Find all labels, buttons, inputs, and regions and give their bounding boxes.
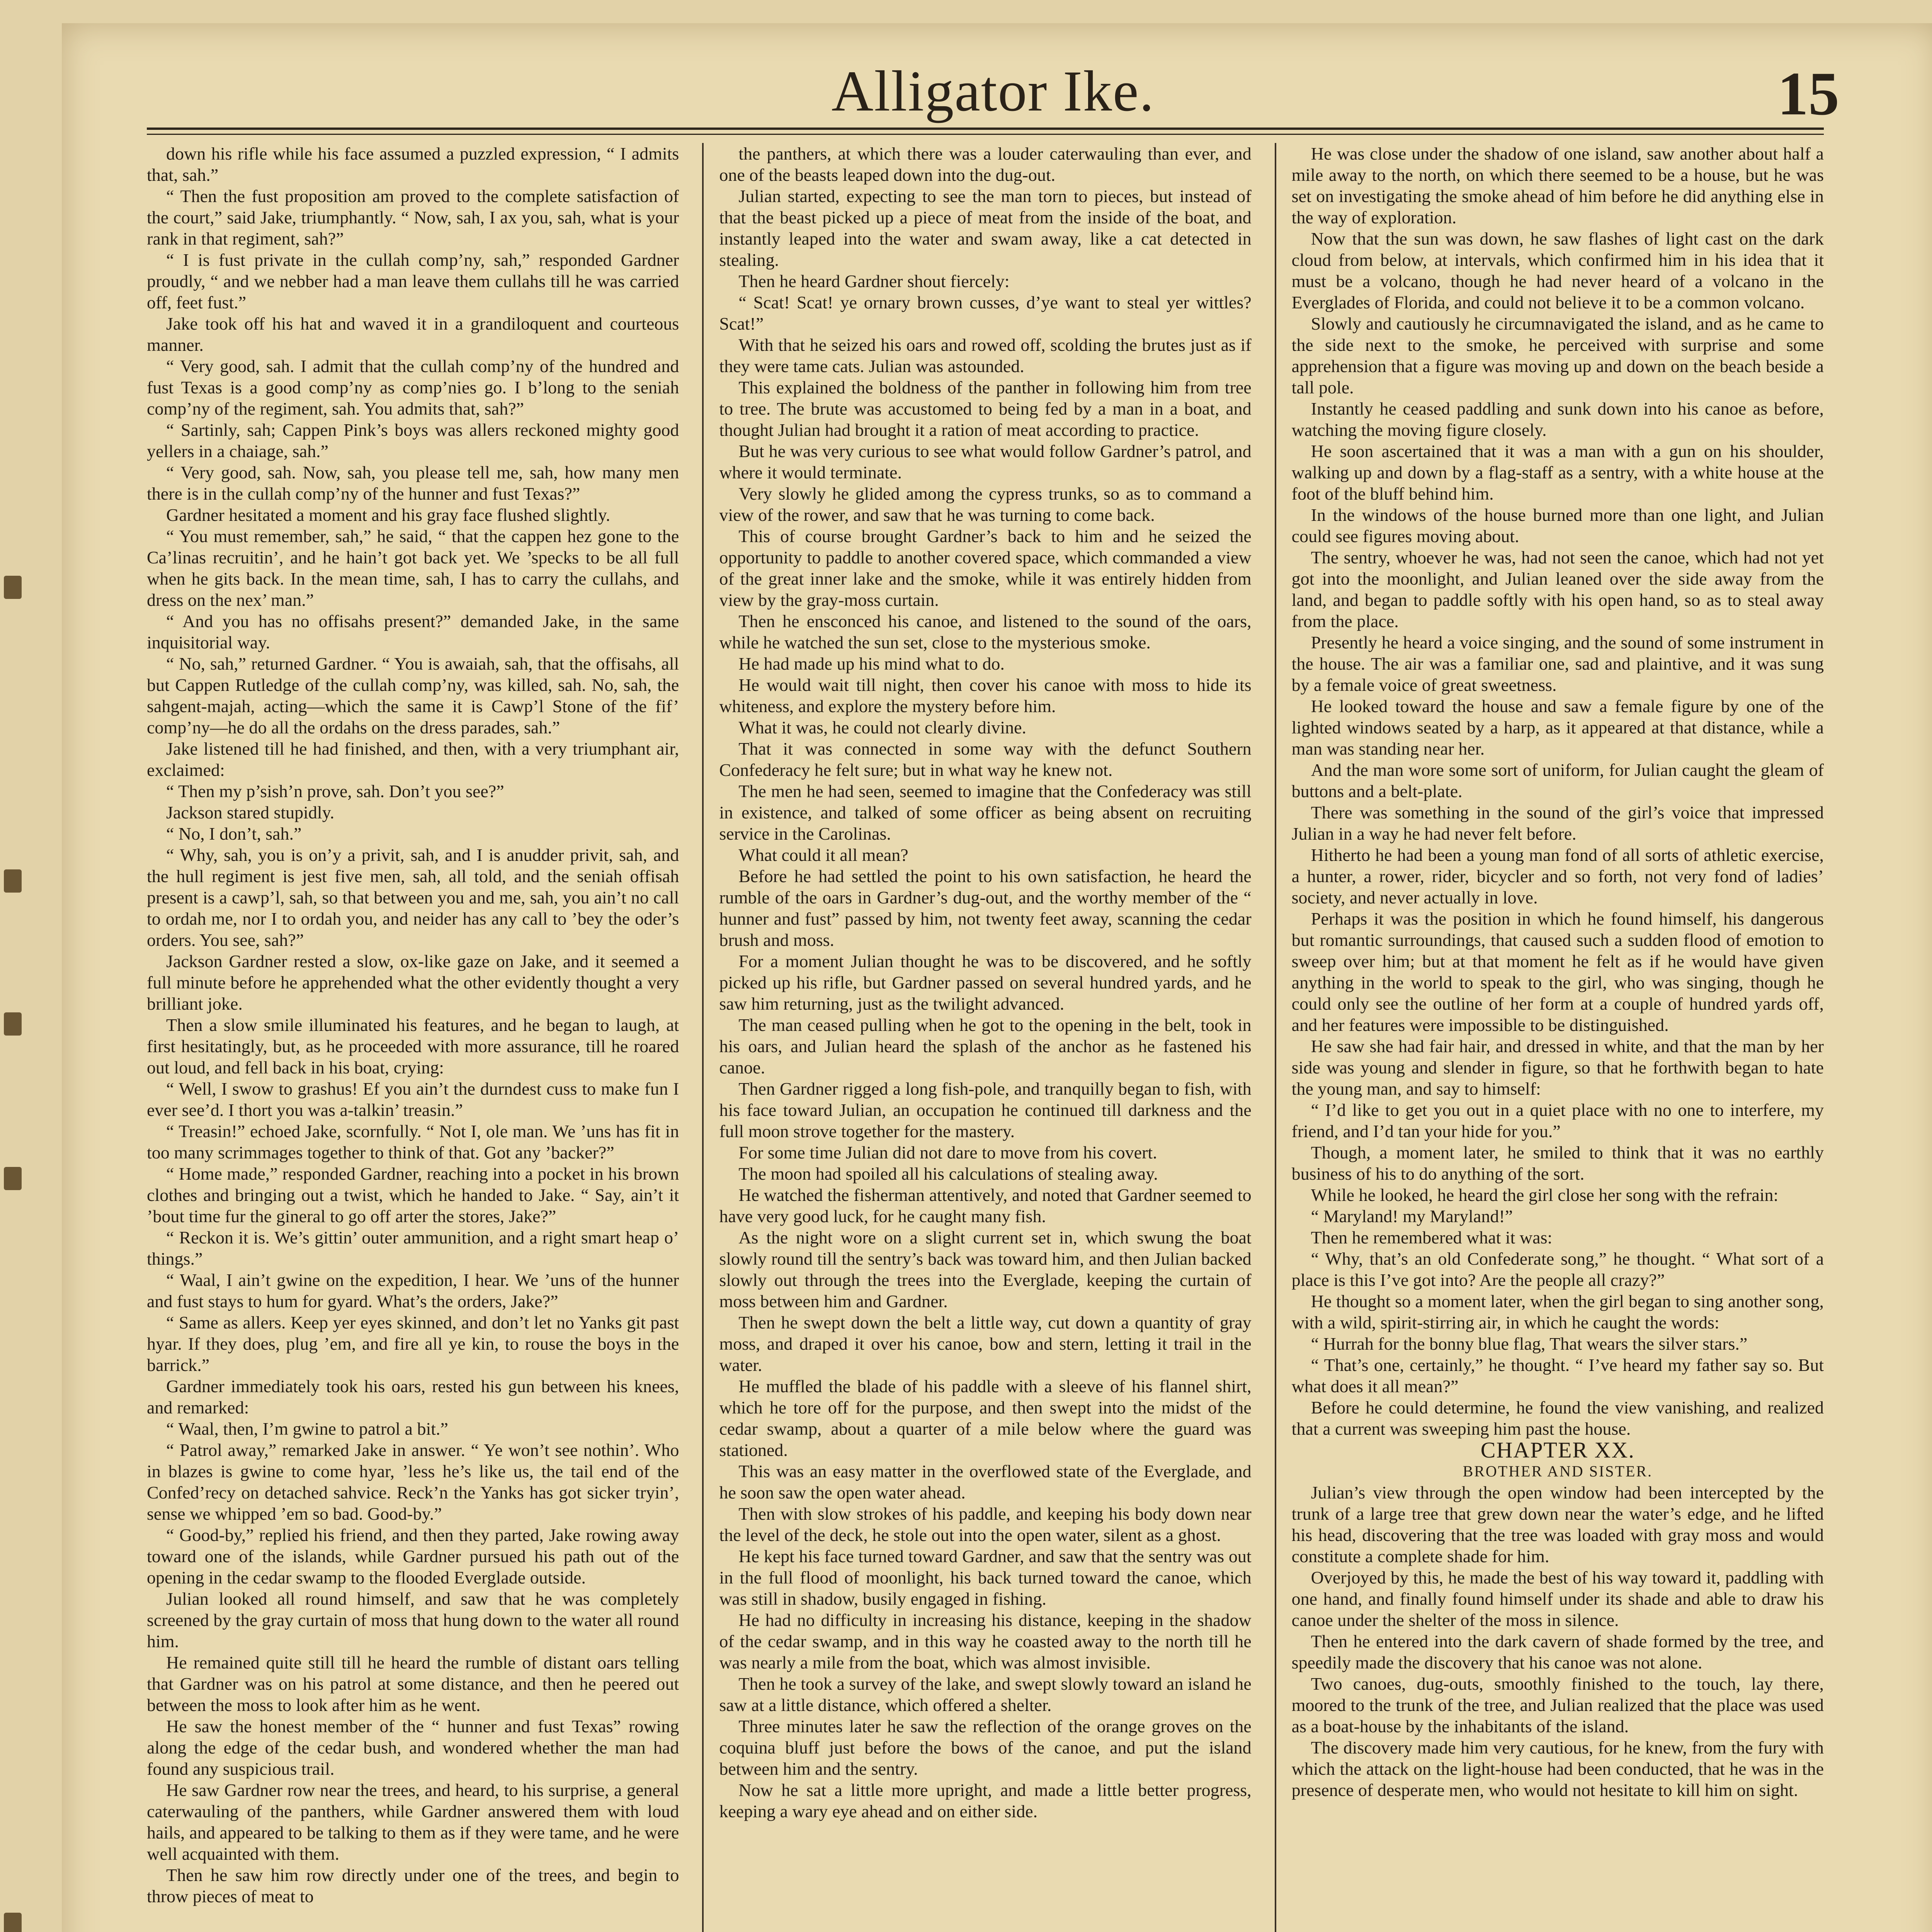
paragraph: This was an easy matter in the overflowed state of the Everglade, and he soon saw the open water ahead.: [719, 1461, 1252, 1502]
paragraph: He saw she had fair hair, and dressed in white, and that the man by her side was young and slender in figure, so that he forthwith began to hate the young man, and say to himself:: [1291, 1036, 1824, 1099]
paragraph: Very slowly he glided among the cypress trunks, so as to command a view of the rower, and saw that he was turning to come back.: [719, 484, 1252, 525]
paragraph: Then with slow strokes of his paddle, and keeping his body down near the level of the deck, he stole out into the open water, silent as a ghost.: [719, 1504, 1252, 1545]
paragraph: He was close under the shadow of one island, saw another about half a mile away to the north, on which there seemed to be a house, but he was set on investigating the smoke ahead of him before he did anything else in the way of exploration.: [1291, 144, 1824, 227]
paragraph: Presently he heard a voice singing, and the sound of some instrument in the house. The air was a familiar one, sad and plaintive, and it was sung by a female voice of great sweetness.: [1291, 633, 1824, 695]
paragraph: He kept his face turned toward Gardner, and saw that the sentry was out in the full flood of moonlight, his back turned toward the canoe, which was still in shadow, busily engaged in fishing.: [719, 1546, 1252, 1609]
paragraph: Then he entered into the dark cavern of shade formed by the tree, and speedily made the discovery that his canoe was not alone.: [1291, 1631, 1824, 1672]
paragraph: the panthers, at which there was a louder caterwauling than ever, and one of the beasts leaped down into the dug-out.: [719, 144, 1252, 185]
paragraph: The men he had seen, seemed to imagine that the Confederacy was still in existence, and talked of some officer as being absent on recruiting service in the Carolinas.: [719, 781, 1252, 844]
paragraph: And the man wore some sort of uniform, for Julian caught the gleam of buttons and a belt-plate.: [1291, 760, 1824, 801]
paragraph: What it was, he could not clearly divine.: [738, 718, 1027, 737]
chapter-body: [1292, 1482, 1824, 1801]
paragraph: Before he could determine, he found the view vanishing, and realized that a current was sweeping him past the house.: [1291, 1398, 1824, 1439]
paragraph: Then a slow smile illuminated his features, and he began to laugh, at first hesitatingly, but, as he proceeded with more assurance, till he roared out loud, and fell back in his boat, crying:: [147, 1015, 679, 1077]
paragraph: “ Scat! Scat! ye ornary brown cusses, d’ye want to steal yer wittles? Scat!”: [719, 293, 1252, 333]
paragraph: He had made up his mind what to do.: [738, 654, 1005, 673]
paragraph: Then he heard Gardner shout fiercely:: [738, 271, 1010, 291]
paragraph: Jackson Gardner rested a slow, ox-like gaze on Jake, and it seemed a full minute before he apprehended what the other evidently thought a very brilliant joke.: [147, 951, 679, 1014]
paragraph: “ No, sah,” returned Gardner. “ You is awaiah, sah, that the offisahs, all but Cappen Rutledge of the cullah comp’ny, was killed, sah. No, sah, the sahgent-majah, acting—which the same it is Cawp’l Stone of the fif’ comp’ny—he do all the ordahs on the dress parades, sah.”: [147, 654, 679, 737]
paragraph: Then he swept down the belt a little way, cut down a quantity of gray moss, and draped it over his canoe, bow and stern, letting it trail in the water.: [719, 1313, 1252, 1375]
paragraph: “ Home made,” responded Gardner, reaching into a pocket in his brown clothes and bringing out a twist, which he handed to Jake. “ Say, ain’t it ’bout time fur the gineral to go off arter the stores, Jake?”: [147, 1164, 679, 1226]
binding-hole: [4, 576, 22, 599]
paragraph: “ I’d like to get you out in a quiet place with no one to interfere, my friend, and I’d tan your hide for you.”: [1291, 1100, 1824, 1141]
paragraph: “ Same as allers. Keep yer eyes skinned, and don’t let no Yanks git past hyar. If they does, plug ’em, and fire all ye kin, to rouse the boys in the barrick.”: [147, 1313, 679, 1375]
paragraph: He saw the honest member of the “ hunner and fust Texas” rowing along the edge of the cedar bush, and wondered whether the man had found any suspicious trail.: [147, 1716, 679, 1779]
paragraph: Before he had settled the point to his own satisfaction, he heard the rumble of the oars in Gardner’s dug-out, and the worthy member of the “ hunner and fust” passed by him, not twenty feet away, scanning the cedar brush and moss.: [719, 866, 1252, 950]
paragraph: For some time Julian did not dare to move from his covert.: [738, 1143, 1157, 1162]
binding-hole: [4, 1913, 22, 1932]
paragraph: “ That’s one, certainly,” he thought. “ I’ve heard my father say so. But what does it all mean?”: [1291, 1355, 1824, 1396]
binding-hole: [4, 869, 22, 893]
paragraph: He remained quite still till he heard the rumble of distant oars telling that Gardner was on his patrol at some distance, and then he peered out between the moss to look after him as he went.: [147, 1653, 679, 1715]
paragraph: “ Waal, I ain’t gwine on the expedition, I hear. We ’uns of the hunner and fust stays to hum for gyard. What’s the orders, Jake?”: [147, 1270, 679, 1311]
paragraph: “ Then my p’sish’n prove, sah. Don’t you see?”: [166, 781, 504, 801]
paragraph: What could it all mean?: [738, 845, 908, 865]
paragraph: “ And you has no offisahs present?” demanded Jake, in the same inquisitorial way.: [147, 611, 679, 652]
paragraph: “ Then the fust proposition am proved to the complete satisfaction of the court,” said Jake, triumphantly. “ Now, sah, I ax you, sah, what is your rank in that regiment, sah?”: [147, 186, 679, 248]
paragraph: That it was connected in some way with the defunct Southern Confederacy he felt sure; but in what way he knew not.: [719, 739, 1252, 780]
paragraph: “ Maryland! my Maryland!”: [1311, 1206, 1513, 1226]
running-title: Alligator Ike.: [831, 59, 1155, 123]
paragraph: Gardner immediately took his oars, rested his gun between his knees, and remarked:: [147, 1376, 679, 1417]
paragraph: Slowly and cautiously he circumnavigated the island, and as he came to the side next to the smoke, he perceived with surprise and some apprehension that a figure was moving up and down on the beach beside a tall pole.: [1291, 314, 1824, 397]
paragraph: Jake took off his hat and waved it in a grandiloquent and courteous manner.: [147, 314, 679, 355]
paragraph: The man ceased pulling when he got to the opening in the belt, took in his oars, and Julian heard the splash of the anchor as he fastened his canoe.: [719, 1015, 1252, 1077]
paragraph: He soon ascertained that it was a man with a gun on his shoulder, walking up and down by a flag-staff as a sentry, with a white house at the foot of the bluff behind him.: [1291, 441, 1824, 503]
binding-holes: [4, 0, 31, 1932]
paragraph: Julian looked all round himself, and saw that he was completely screened by the gray curtain of moss that hung down to the water all round him.: [147, 1589, 679, 1651]
paragraph: Then Gardner rigged a long fish-pole, and tranquilly began to fish, with his face toward Julian, an occupation he continued till darkness and the full moon strove together for the mastery.: [719, 1079, 1252, 1141]
paragraph: But he was very curious to see what would follow Gardner’s patrol, and where it would terminate.: [719, 441, 1252, 482]
paragraph: He had no difficulty in increasing his distance, keeping in the shadow of the cedar swamp, and in this way he coasted away to the north till he was nearly a mile from the boat, which was almost invisible.: [719, 1610, 1252, 1672]
paragraph: As the night wore on a slight current set in, which swung the boat slowly round till the sentry’s back was toward him, and then Julian backed slowly out through the trees into the Everglade, keeping the curtain of moss between him and Gardner.: [719, 1228, 1252, 1311]
paragraph: Then he saw him row directly under one of the trees, and begin to throw pieces of meat to: [147, 1865, 679, 1906]
paragraph: “ Treasin!” echoed Jake, scornfully. “ Not I, ole man. We ’uns has fit in too many scrimmages together to think of that. Got any ’backer?”: [147, 1121, 679, 1162]
paragraph: This of course brought Gardner’s back to him and he seized the opportunity to paddle to another covered space, which commanded a view of the great inner lake and the smoke, while it was entirely hidden from view by the gray-moss curtain.: [719, 526, 1252, 610]
paragraph: He would wait till night, then cover his canoe with moss to hide its whiteness, and explore the mystery before him.: [719, 675, 1252, 716]
paragraph: Jackson stared stupidly.: [166, 803, 335, 822]
paragraph: Hitherto he had been a young man fond of all sorts of athletic exercise, a hunter, a rower, rider, bicycler and so forth, not very fond of ladies’ society, and never actually in love.: [1291, 845, 1824, 907]
text-columns: [147, 143, 1824, 1932]
paragraph: The discovery made him very cautious, for he knew, from the fury with which the attack on the light-house had been conducted, that he was in the presence of desperate men, who would not hesitate to kill him on sight.: [1291, 1738, 1824, 1800]
paragraph: Now he sat a little more upright, and made a little better progress, keeping a wary eye ahead and on either side.: [719, 1780, 1252, 1821]
column-2: [702, 143, 1251, 1932]
paragraph: There was something in the sound of the girl’s voice that impressed Julian in a way he had never felt before.: [1291, 803, 1824, 844]
paragraph: Gardner hesitated a moment and his gray face flushed slightly.: [166, 505, 611, 525]
paragraph: Julian started, expecting to see the man torn to pieces, but instead of that the beast picked up a piece of meat from the inside of the boat, and instantly leaped into the water and swam away, like a cat detected in stealing.: [719, 186, 1252, 270]
paragraph: “ Good-by,” replied his friend, and then they parted, Jake rowing away toward one of the islands, while Gardner pursued his path out of the opening in the cedar swamp to the flooded Everglade outside.: [147, 1525, 679, 1587]
paragraph: He looked toward the house and saw a female figure by one of the lighted windows seated by a harp, as it appeared at that distance, while a man was standing near her.: [1291, 696, 1824, 759]
paragraph: In the windows of the house burned more than one light, and Julian could see figures moving about.: [1291, 505, 1824, 546]
paragraph: Instantly he ceased paddling and sunk down into his canoe as before, watching the moving figure closely.: [1291, 399, 1824, 440]
paragraph: “ Reckon it is. We’s gittin’ outer ammunition, and a right smart heap o’ things.”: [147, 1228, 679, 1269]
column-1: [147, 143, 679, 1932]
page-header: [131, 58, 1855, 128]
paragraph: He muffled the blade of his paddle with a sleeve of his flannel shirt, which he tore off for the purpose, and then swept into the midst of the cedar swamp, about a quarter of a mile below where the guard was stationed.: [719, 1376, 1252, 1460]
paragraph: “ Sartinly, sah; Cappen Pink’s boys was allers reckoned mighty good yellers in a chaiage, sah.”: [147, 420, 679, 461]
paragraph: Two canoes, dug-outs, smoothly finished to the touch, lay there, moored to the trunk of the tree, and Julian realized that the place was used as a boat-house by the inhabitants of the island.: [1291, 1674, 1824, 1736]
paragraph: “ Well, I swow to grashus! Ef you ain’t the durndest cuss to make fun I ever see’d. I thort you was a-talkin’ treasin.”: [147, 1079, 679, 1120]
paragraph: Three minutes later he saw the reflection of the orange groves on the coquina bluff just before the bows of the canoe, and put the island between him and the sentry.: [719, 1716, 1252, 1779]
paragraph: Jake listened till he had finished, and then, with a very triumphant air, exclaimed:: [147, 739, 679, 780]
paragraph: Overjoyed by this, he made the best of his way toward it, paddling with one hand, and finally found himself under its shade and able to draw his canoe under the shelter of the moss in silence.: [1291, 1568, 1824, 1630]
paragraph: “ You must remember, sah,” he said, “ that the cappen hez gone to the Ca’linas recruitin’, and he hain’t got back yet. We ’specks to be all full when he gits back. In the mean time, sah, I has to carry the cullahs, and dress on the nex’ man.”: [147, 526, 679, 610]
paragraph: Now that the sun was down, he saw flashes of light cast on the dark cloud from below, at intervals, which confirmed him in his idea that it must be a volcano, though he had never heard of a volcano in the Everglades of Florida, and could not believe it to be a common volcano.: [1291, 229, 1824, 312]
chapter-title: CHAPTER XX.: [1480, 1437, 1635, 1463]
paragraph: For a moment Julian thought he was to be discovered, and he softly picked up his rifle, but Gardner passed on several hundred yards, and he saw him returning, just as the twilight advanced.: [719, 951, 1252, 1014]
paragraph: With that he seized his oars and rowed off, scolding the brutes just as if they were tame cats. Julian was astounded.: [719, 335, 1252, 376]
paragraph: “ I is fust private in the cullah comp’ny, sah,” responded Gardner proudly, “ and we nebber had a man leave them cullahs till he was carried off, feet fust.”: [147, 250, 679, 312]
paragraph: This explained the boldness of the panther in following him from tree to tree. The brute was accustomed to being fed by a man in a boat, and thought Julian had brought it a ration of meat according to practice.: [719, 378, 1252, 440]
paragraph: “ Very good, sah. Now, sah, you please tell me, sah, how many men there is in the cullah comp’ny of the hunner and fust Texas?”: [147, 463, 679, 503]
paragraph: Then he took a survey of the lake, and swept slowly toward an island he saw at a little distance, which offered a shelter.: [719, 1674, 1252, 1715]
paragraph: “ Why, sah, you is on’y a privit, sah, and I is anudder privit, sah, and the hull regiment is jest five men, sah, all told, and the seniah offisah present is a cawp’l, sah, so that between you and me, sah, you ain’t no call to ordah me, nor I to ordah you, and neider has any call to ’bey the oder’s orders. You see, sah?”: [147, 845, 679, 950]
paragraph: down his rifle while his face assumed a puzzled expression, “ I admits that, sah.”: [147, 144, 679, 185]
column-3-body: [1292, 143, 1824, 1439]
paragraph: “ No, I don’t, sah.”: [166, 824, 302, 844]
paragraph: He watched the fisherman attentively, and noted that Gardner seemed to have very good luck, for he caught many fish.: [719, 1185, 1252, 1226]
paragraph: Perhaps it was the position in which he found himself, his dangerous but romantic surroundings, that caused such a sudden flood of emotion to sweep over him; but at that moment he felt as if he would have given anything in the world to speak to the girl, who was singing, though he could only see the outline of her form at a couple of hundred yards off, and her features were impossible to be distinguished.: [1291, 909, 1824, 1035]
binding-hole: [4, 1012, 22, 1036]
paragraph: “ Patrol away,” remarked Jake in answer. “ Ye won’t see nothin’. Who in blazes is gwine to come hyar, ’less he’s like us, the tail end of the Confed’recy on detached sahvice. Reck’n the Yanks has got sicker tryin’, sense we whipped ’em so bad. Good-by.”: [147, 1440, 679, 1524]
header-rule: [147, 128, 1824, 135]
paragraph: Though, a moment later, he smiled to think that it was no earthly business of his to do anything of the sort.: [1291, 1143, 1824, 1184]
paragraph: He saw Gardner row near the trees, and heard, to his surprise, a general caterwauling of the panthers, while Gardner answered them with loud hails, and appeared to be talking to them as if they were tame, and he were well acquainted with them.: [147, 1780, 679, 1864]
paragraph: The sentry, whoever he was, had not seen the canoe, which had not yet got into the moonlight, and Julian leaned over the side away from the land, and began to paddle softly with his open hand, so as to steal away from the place.: [1291, 548, 1824, 631]
column-3: [1275, 143, 1824, 1932]
paragraph: “ Hurrah for the bonny blue flag, That wears the silver stars.”: [1311, 1334, 1748, 1354]
paragraph: “ Waal, then, I’m gwine to patrol a bit.”: [166, 1419, 448, 1439]
paragraph: “ Why, that’s an old Confederate song,” he thought. “ What sort of a place is this I’ve got into? Are the people all crazy?”: [1291, 1249, 1824, 1290]
paragraph: Then he ensconced his canoe, and listened to the sound of the oars, while he watched the sun set, close to the mysterious smoke.: [719, 611, 1252, 652]
paragraph: He thought so a moment later, when the girl began to sing another song, with a wild, spirit-stirring air, in which he caught the words:: [1291, 1291, 1824, 1332]
binding-hole: [4, 1167, 22, 1190]
paragraph: While he looked, he heard the girl close her song with the refrain:: [1311, 1185, 1779, 1205]
paragraph: The moon had spoiled all his calculations of stealing away.: [738, 1164, 1158, 1184]
paragraph: “ Very good, sah. I admit that the cullah comp’ny of the hundred and fust Texas is a good comp’ny as comp’nies go. I b’long to the seniah comp’ny of the regiment, sah. You admits that, sah?”: [147, 356, 679, 418]
paragraph: Julian’s view through the open window had been intercepted by the trunk of a large tree that grew down near the water’s edge, and he lifted his head, discovering that the tree was loaded with gray moss and would constitute a complete shade for him.: [1291, 1483, 1824, 1566]
chapter-subtitle: BROTHER AND SISTER.: [1463, 1463, 1653, 1480]
page-number: 15: [1777, 59, 1839, 128]
paragraph: Then he remembered what it was:: [1311, 1228, 1553, 1247]
